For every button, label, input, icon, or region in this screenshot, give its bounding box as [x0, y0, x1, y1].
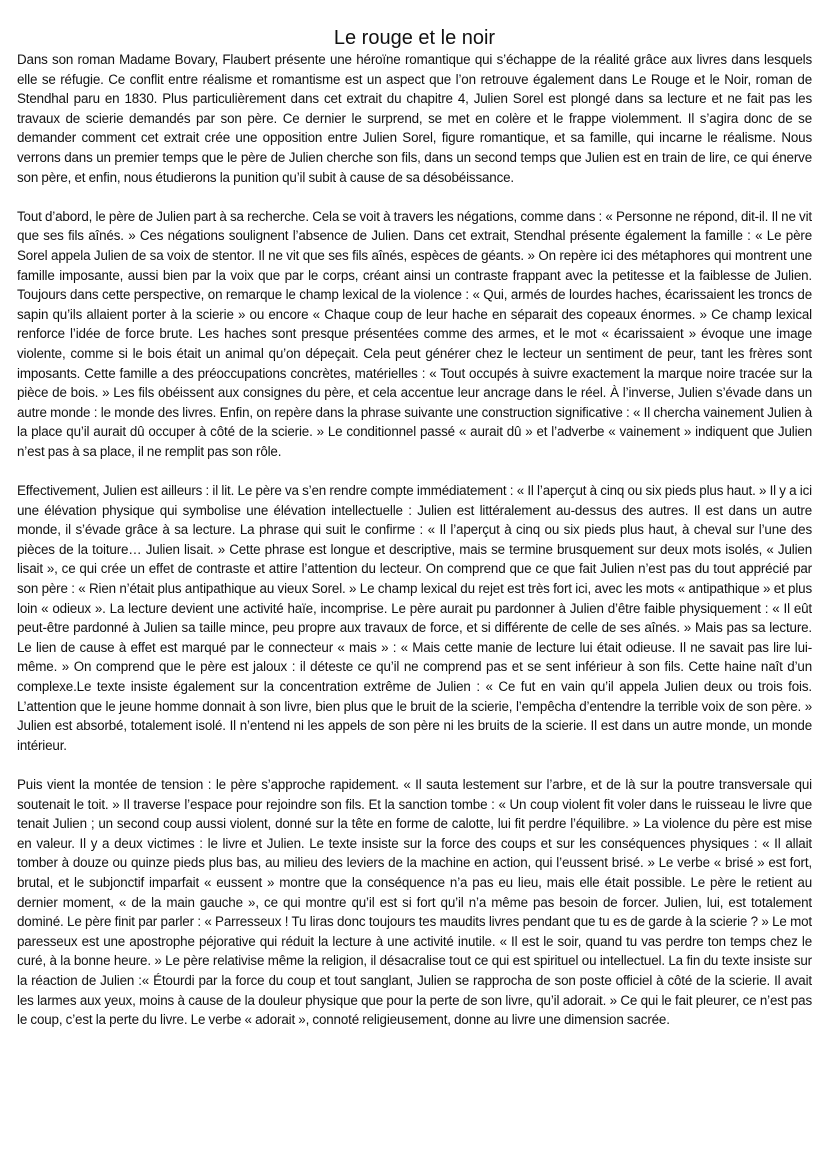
paragraph-introduction: Dans son roman Madame Bovary, Flaubert présente une héroïne romantique qui s’échappe de la réalité grâce aux livres dans lesquels elle se réfugie. Ce conflit entre réalisme et romantisme est un aspect que l’on retrouve également dans Le Rouge et le Noir, roman de Stendhal paru en 1830. Plus particulièrement dans cet extrait du chapitre 4, Julien Sorel est plongé dans sa lecture et ne fait pas les travaux de scierie demandés par son père. Ce dernier le surprend, se met en colère et le frappe violemment. Il s’agira donc de se demander comment cet extrait crée une opposition entre Julien Sorel, figure romantique, et sa famille, qui incarne le réalisme. Nous verrons dans un premier temps que le père de Julien cherche son fils, dans un second temps que Julien est en train de lire, ce qui énerve son père, et enfin, nous étudierons la punition qu’il subit à cause de sa désobéissance. [17, 52, 812, 185]
paragraph-punishment: Puis vient la montée de tension : le père s’approche rapidement. « Il sauta lestement sur l’arbre, et de là sur la poutre transversale qui soutenait le toit. » Il traverse l’espace pour rejoindre son fils. Et la sanction tombe : « Un coup violent fit voler dans le ruisseau le livre que tenait Julien ; un second coup aussi violent, donné sur la tête en forme de calotte, lui fit perdre l’équilibre. » La violence du père est mise en valeur. Il y a deux victimes : le livre et Julien. Le texte insiste sur la force des coups et sur les conséquences physiques : « Il allait tomber à douze ou quinze pieds plus bas, au milieu des leviers de la machine en action, qui l’eussent brisé. » Le verbe « brisé » est fort, brutal, et le subjonctif imparfait « eussent » montre que la conséquence n’a pas eu lieu, mais elle était possible. Le père le retient au dernier moment, « de la main gauche », ce qui montre qu’il est si fort qu’il n’a même pas besoin de forcer. Julien, lui, est totalement dominé. Le père finit par parler : « Parresseux ! Tu liras donc toujours tes maudits livres pendant que tu es de garde à la scierie ? » Le mot paresseux est une apostrophe péjorative qui réduit la lecture à une activité inutile. « Il est le soir, quand tu vas perdre ton temps chez le curé, à la bonne heure. » Le père relativise même la religion, il désacralise tout ce qui est spirituel ou intellectuel. La fin du texte insiste sur la réaction de Julien :« Étourdi par la force du coup et tout sanglant, Julien se rapprocha de son poste officiel à côté de la scierie. Il avait les larmes aux yeux, moins à cause de la douleur physique que pour la perte de son livre, qu’il adorait. » Ce qui le fait pleurer, ce n’est pas le coup, c’est la perte du livre. Le verbe « adorait », connoté religieusement, donne au livre une dimension sacrée. [17, 776, 812, 1028]
paragraph-julien-reading: Effectivement, Julien est ailleurs : il lit. Le père va s’en rendre compte immédiatement : « Il l’aperçut à cinq ou six pieds plus haut. » Il y a ici une élévation physique qui symbolise une élévation intellectuelle : Julien est littéralement au-dessus des autres. Il est dans un autre monde, il s’évade grâce à sa lecture. La phrase qui suit le confirme : « Il l’aperçut à cinq ou six pieds plus haut, à cheval sur l’une des pièces de la toiture… Julien lisait. » Cette phrase est longue et descriptive, mais se termine brusquement sur deux mots isolés, « Julien lisait », ce qui crée un effet de contraste et attire l’attention du lecteur. On comprend que ce que fait Julien n’est pas du tout apprécié par son père : « Rien n’était plus antipathique au vieux Sorel. » Le champ lexical du rejet est très fort ici, avec les mots « antipathique » et plus loin « odieux ». La lecture devient une activité haïe, incomprise. Le père aurait pu pardonner à Julien d’être faible physiquement : « Il eût peut-être pardonné à Julien sa taille mince, peu propre aux travaux de force, et si différente de celle de ses aînés. » Mais pas sa lecture. Le lien de cause à effet est marqué par le connecteur « mais » : « Mais cette manie de lecture lui était odieuse. Il ne savait pas lire lui-même. » On comprend que le père est jaloux : il déteste ce qu’il ne comprend pas et se sent inférieur à son fils. Cette haine naît d’un complexe.Le texte insiste également sur la concentration extrême de Julien : « Ce fut en vain qu’il appela Julien deux ou trois fois. L’attention que le jeune homme donnait à son livre, bien plus que le bruit de la scierie, l’empêcha d’entendre la terrible voix de son père. » Julien est absorbé, totalement isolé. Il n’entend ni les appels de son père ni les bruits de la scierie. Il est dans un autre monde, un monde intérieur. [17, 483, 812, 753]
paragraph-father-search: Tout d’abord, le père de Julien part à sa recherche. Cela se voit à travers les négations, comme dans : « Personne ne répond, dit-il. Il ne vit que ses fils aînés. » Ces négations soulignent l’absence de Julien. Dans cet extrait, Stendhal présente également la famille : « Le père Sorel appela Julien de sa voix de stentor. Il ne vit que ses fils aînés, espèces de géants. » On repère ici des métaphores qui montrent une famille imposante, aussi bien par la voix que par le corps, créant ainsi un contraste frappant avec la petitesse et la faiblesse de Julien. Toujours dans cette perspective, on remarque le champ lexical de la violence : « Qui, armés de lourdes haches, écarissaient les troncs de sapin qu’ils allaient porter à la scierie » ou encore « Chaque coup de leur hache en séparait des copeaux énormes. » Ce champ lexical renforce l’idée de force brute. Les haches sont presque présentées comme des armes, et le mot « écarissaient » évoque une image violente, comme si le bois était un animal qu’on dépeçait. Cela peut générer chez le lecteur un sentiment de peur, tant les frères sont imposants. Cette famille a des préoccupations concrètes, matérielles : « Tout occupés à suivre exactement la marque noire tracée sur la pièce de bois. » Les fils obéissent aux consignes du père, et cela accentue leur ancrage dans le réel. À l’inverse, Julien s’évade dans un autre monde : le monde des livres. Enfin, on repère dans la phrase suivante une construction significative : « Il chercha vainement Julien à la place qu’il aurait dû occuper à côté de la scierie. » Le conditionnel passé « aurait dû » et l’adverbe « vainement » indiquent que Julien n’est pas à sa place, il ne remplit pas son rôle. [17, 208, 812, 459]
document-title: Le rouge et le noir [333, 27, 496, 49]
